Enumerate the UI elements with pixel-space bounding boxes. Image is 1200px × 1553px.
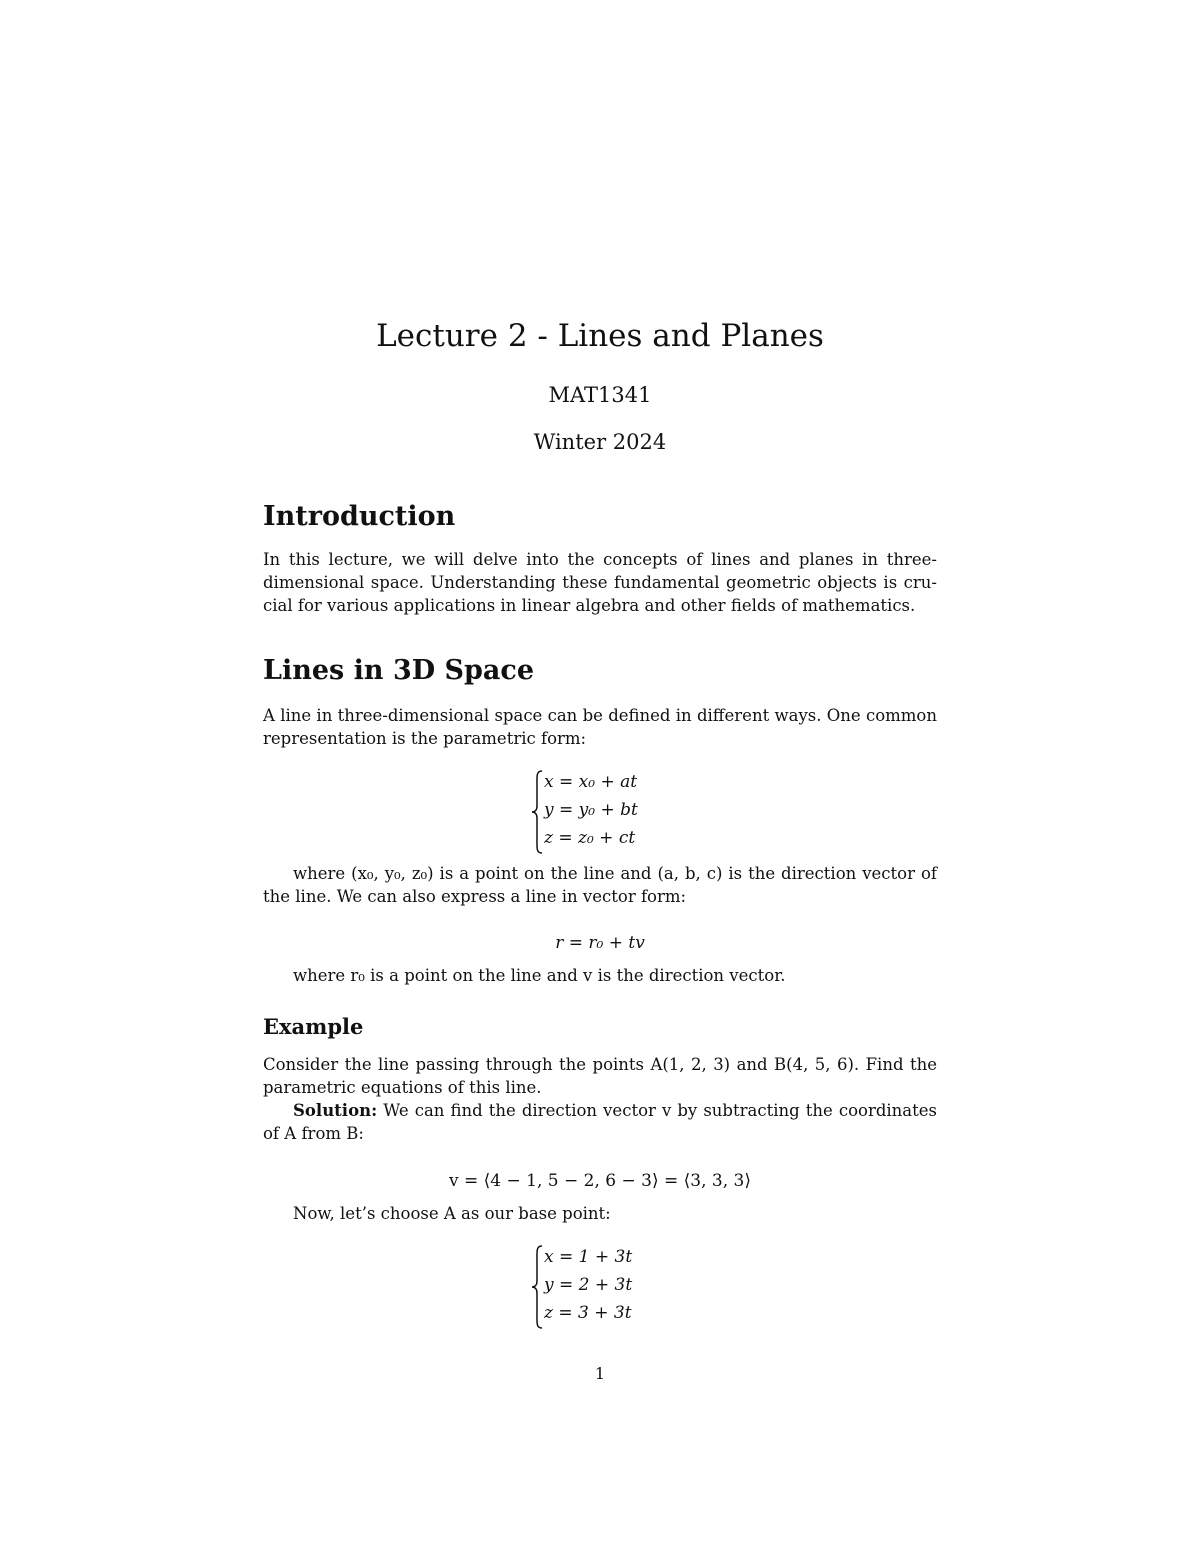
example-problem-line-2: parametric equations of this line. — [263, 1078, 542, 1097]
where-paragraph — [263, 862, 937, 908]
solution-label: Solution: — [293, 1101, 378, 1120]
where-line-2: the line. We can also express a line in vector form: — [263, 887, 687, 906]
left-brace-icon — [530, 768, 544, 856]
parametric-eq-z: z = z₀ + ct — [544, 828, 636, 848]
result-eq-y: y = 2 + 3t — [544, 1275, 633, 1295]
page-number: 1 — [594, 1364, 606, 1383]
introduction-heading: Introduction — [263, 501, 456, 532]
where-line-1: where (x₀, y₀, z₀) is a point on the line and (a, b, c) is the direction vector of — [293, 864, 937, 883]
introduction-paragraph — [263, 548, 937, 617]
course-code: MAT1341 — [548, 383, 652, 407]
example-problem — [263, 1053, 937, 1099]
result-eq-z: z = 3 + 3t — [544, 1303, 632, 1323]
choose-base-paragraph — [263, 1202, 937, 1225]
choose-base-line: Now, let’s choose A as our base point: — [293, 1204, 611, 1223]
introduction-line-3: cial for various applications in linear algebra and other fields of mathematics. — [263, 596, 916, 615]
solution-line-2: of A from B: — [263, 1124, 364, 1143]
parametric-eq-x: x = x₀ + at — [544, 772, 638, 792]
lines-3d-intro-line-2: representation is the parametric form: — [263, 729, 587, 748]
parametric-eq-y: y = y₀ + bt — [544, 800, 638, 820]
page-title: Lecture 2 - Lines and Planes — [376, 318, 824, 354]
result-equation-system — [530, 1243, 670, 1331]
vector-form-equation: r = r₀ + tv — [555, 933, 645, 953]
parametric-equation-system — [530, 768, 670, 856]
lines-3d-intro — [263, 704, 937, 750]
introduction-line-2: dimensional space. Understanding these fundamental geometric objects is cru- — [263, 573, 937, 592]
solution-line-1 — [263, 1099, 937, 1122]
term-label: Winter 2024 — [533, 430, 667, 454]
example-heading: Example — [263, 1014, 364, 1039]
vector-where-paragraph — [263, 964, 937, 987]
direction-vector-equation: v = ⟨4 − 1, 5 − 2, 6 − 3⟩ = ⟨3, 3, 3⟩ — [449, 1171, 751, 1191]
lines-3d-intro-line-1: A line in three-dimensional space can be defined in different ways. One common — [263, 706, 937, 725]
introduction-line-1: In this lecture, we will delve into the concepts of lines and planes in three- — [263, 550, 937, 569]
example-problem-line-1: Consider the line passing through the points A(1, 2, 3) and B(4, 5, 6). Find the — [263, 1055, 937, 1074]
vector-where-line: where r₀ is a point on the line and v is the direction vector. — [293, 966, 786, 985]
solution-text-1: We can find the direction vector v by subtracting the coordinates — [383, 1101, 937, 1120]
lines-3d-heading: Lines in 3D Space — [263, 655, 535, 686]
result-eq-x: x = 1 + 3t — [544, 1247, 633, 1267]
left-brace-icon — [530, 1243, 544, 1331]
solution-paragraph — [263, 1099, 937, 1145]
